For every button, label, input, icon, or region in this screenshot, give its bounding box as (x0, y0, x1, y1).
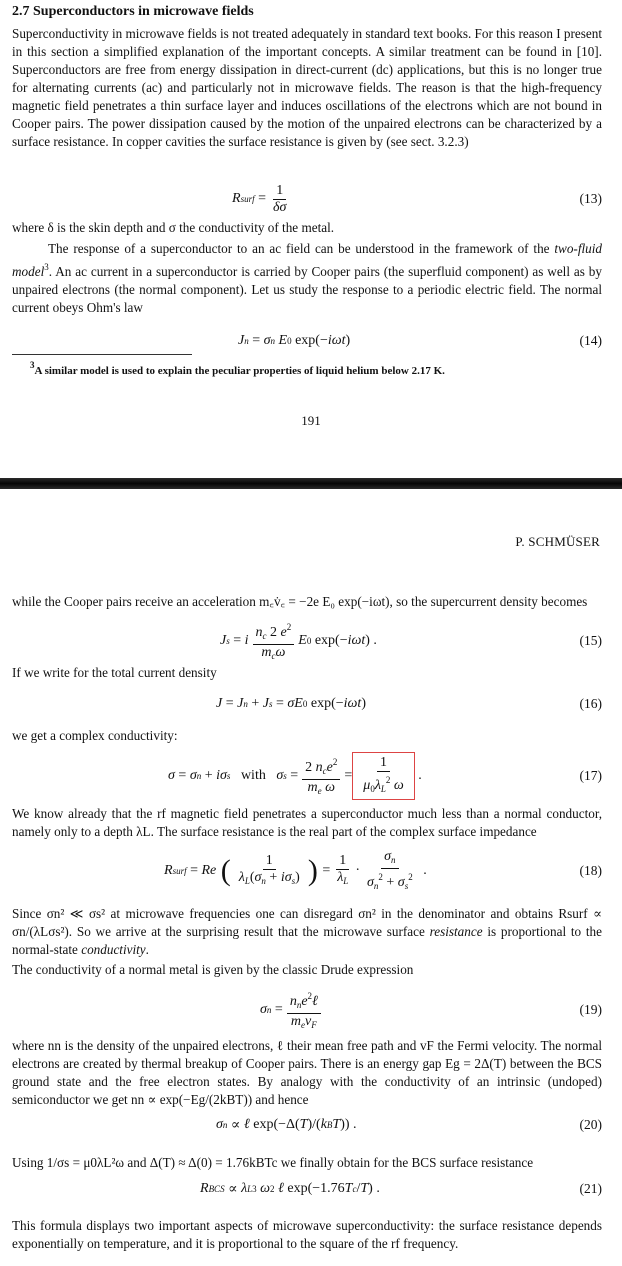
paragraph: The response of a superconductor to an ac field can be understood in the framework of the two-fluid model$^3$. An ac current in a superconductor is carried by Cooper pairs (the superfluid component) as well as by unpaired electrons (the normal component). Let us study the response to a periodic electric field. The normal current obeys Ohm's law (12, 241, 602, 315)
footnote: $^3$A similar model is used to explain the peculiar properties of liquid helium below 2.17 K. (30, 360, 445, 377)
equation-number: (13) (579, 191, 602, 206)
page-number: 191 (301, 413, 321, 428)
bottom-page (0, 489, 622, 1266)
equation-13: R surf = $\frac{1}{\delta\sigma}$ (13) (12, 179, 602, 219)
equation-number: (20) (579, 1117, 602, 1132)
equation-18: R surf = Re ( $\frac{1}{\lambda_L(\sigma_n + i\sigma_s)}$ ) = $\frac{1}{\lambda_L}$ · $\frac{\sigma_n}{\sigma_n^2 + \sigma_s^2}$ . (18) (12, 846, 602, 896)
equation-number: (17) (579, 768, 602, 783)
paragraph: This formula displays two important aspects of microwave superconductivity: the surface resistance depends exponentially on temperature, and it is proportional to the square of the rf frequency. (12, 1218, 602, 1251)
footnote-rule (12, 354, 192, 355)
page-separator (0, 478, 622, 489)
paragraph: where nn is the density of the unpaired electrons, ℓ their mean free path and vF the Fermi velocity. The normal electrons are created by thermal breakup of Cooper pairs. There is an energy gap Eg = 2Δ(T) between the BCS ground state and the free electron states. By analogy with the conductivity of an intrinsic (undoped) semiconductor we get nn ∝ exp(−Eg/(2kBT)) and hence (12, 1038, 602, 1107)
equation-17: σ = σ n + iσ s with σ s = $\frac{2 n_ce^2}{m_e \omega}$ = $\frac{1}{\mu_0\lambda_L^2 \omega}$ . (17) (12, 751, 602, 801)
paragraph: Superconductivity in microwave fields is not treated adequately in standard text books. For this reason I present in this section a simplified explanation of the important concepts. A similar treatment can be found in [10]. Superconductors are free from energy dissipation in direct-current (dc) applications, but this is no longer true for alternating currents (ac) and particularly not in microwave fields. The reason is that the high-frequency magnetic field penetrates a thin surface layer and induces oscillations of the electrons which are not bound in Cooper pairs. The power dissipation caused by the motion of the unpaired electrons can be characterized by a surface resistance. In copper cavities the surface resistance is given by (see sect. 3.2.3) (12, 26, 602, 149)
paragraph: while the Cooper pairs receive an acceleration m꜀v̇꜀ = −2e E₀ exp(−iωt), so the supercurrent density becomes (12, 594, 588, 609)
with-word: with (240, 768, 266, 783)
paragraph: where δ is the skin depth and σ the conductivity of the metal. (12, 220, 335, 235)
equation-number: (16) (579, 696, 602, 711)
equation-21: R BCS ∝ λ L 3 ω 2 ℓ exp(−1.76 T c / T ) . (21) (12, 1174, 602, 1204)
equation-number: (21) (579, 1181, 602, 1196)
paragraph: The conductivity of a normal metal is given by the classic Drude expression (12, 962, 414, 977)
equation-number: (18) (579, 863, 602, 878)
equation-number: (19) (579, 1002, 602, 1017)
equation-15: J s = i $\frac{n_c 2 e^2}{m_c\omega}$ E 0 exp(− iωt ) . (15) (12, 621, 602, 661)
equation-number: (14) (579, 333, 602, 348)
equation-14: J n = σ n E 0 exp(− iωt ) (14) (12, 321, 602, 361)
equation-number: (15) (579, 633, 602, 648)
equation-19: σ n = $\frac{n_ne^2\ell}{m_ev_F}$ (19) (12, 986, 602, 1034)
highlight-box: $\frac{1}{\mu_0\lambda_L^2 \omega}$ (352, 752, 415, 800)
equation-16: J = J n + J s = σE 0 exp(− iωt ) (16) (12, 684, 602, 724)
section-title: 2.7 Superconductors in microwave fields (12, 4, 254, 19)
paragraph: Using 1/σs = μ0λL²ω and Δ(T) ≈ Δ(0) = 1.76kBTc we finally obtain for the BCS surface resistance (12, 1155, 534, 1170)
running-head: P. SCHMÜSER (515, 534, 600, 549)
paragraph: Since σn² ≪ σs² at microwave frequencies one can disregard σn² in the denominator and obtains Rsurf ∝ σn/(λLσs²). So we arrive at the surprising result that the microwave surface resistance is proportional to the normal-state conductivity. (12, 906, 603, 957)
paragraph: If we write for the total current density (12, 665, 217, 680)
paragraph: We know already that the rf magnetic field penetrates a superconductor much less than a normal conductor, namely only to a depth λL. The surface resistance is the real part of the complex surface impedance (12, 806, 602, 839)
top-page (0, 0, 622, 478)
paragraph: we get a complex conductivity: (12, 728, 178, 743)
equation-20: σ n ∝ ℓ exp(−Δ( T )/( k B T )) . (20) (12, 1111, 602, 1139)
